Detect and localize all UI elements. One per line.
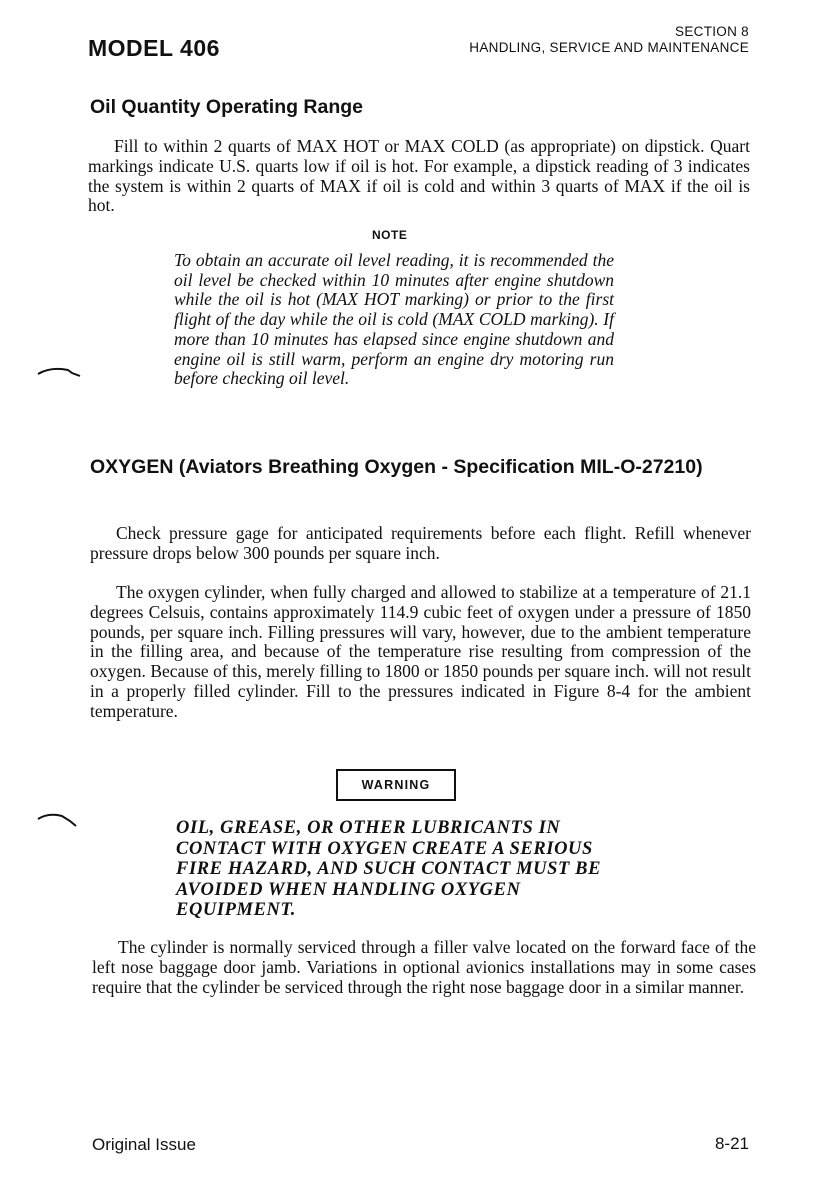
oil-paragraph: Fill to within 2 quarts of MAX HOT or MAX COLD (as appropriate) on dipstick. Quart markings indicate U.S. quarts low if oil is hot. For example, a dipstick reading of 3 indicates the system is within 2 quarts of MAX if oil is cold and within 3 quarts of MAX if the oil is hot. — [88, 136, 750, 216]
revision-mark-icon — [36, 810, 86, 832]
footer-issue: Original Issue — [92, 1135, 196, 1154]
oxygen-paragraph-1: Check pressure gage for anticipated requirements before each flight. Refill whenever pressure drops below 300 pounds per square inch. — [90, 523, 751, 563]
oil-heading: Oil Quantity Operating Range — [90, 96, 364, 118]
model-title: MODEL 406 — [88, 35, 220, 61]
oxygen-paragraph-2: The oxygen cylinder, when fully charged and allowed to stabilize at a temperature of 21.1 degrees Celsuis, contains approximately 114.9 cubic feet of oxygen under a pressure of 1850 pounds, per square inch. Filling pressures will vary, however, due to the ambient temperature in the filling area, and because of the temperature rise resulting from compression of the oxygen. Because of this, merely filling to 1800 or 1850 pounds per square inch. will not result in a properly filled cylinder. Fill to the pressures indicated in Figure 8-4 for the ambient temperature. — [90, 582, 751, 721]
revision-mark-icon — [36, 364, 86, 384]
note-label: NOTE — [372, 228, 408, 242]
section-header — [469, 24, 749, 56]
section-number: SECTION 8 — [675, 24, 749, 39]
warning-text: OIL, GREASE, OR OTHER LUBRICANTS IN CONTACT WITH OXYGEN CREATE A SERIOUS FIRE HAZARD, AND SUCH CONTACT MUST BE AVOIDED WHEN HANDLING OXYGEN EQUIPMENT. — [176, 818, 602, 921]
section-title: HANDLING, SERVICE AND MAINTENANCE — [469, 40, 749, 55]
note-text: To obtain an accurate oil level reading, it is recommended the oil level be checked within 10 minutes after engine shutdown while the oil is hot (MAX HOT marking) or prior to the first flight of the day while the oil is cold (MAX COLD marking). If more than 10 minutes has elapsed since engine shutdown and engine oil is still warm, perform an engine dry motoring run before checking oil level. — [174, 250, 614, 389]
oxygen-heading: OXYGEN (Aviators Breathing Oxygen - Specification MIL-O-27210) — [90, 456, 703, 478]
page-number: 8-21 — [714, 1134, 749, 1153]
warning-label: WARNING — [336, 769, 456, 801]
oxygen-paragraph-3: The cylinder is normally serviced through a filler valve located on the forward face of the left nose baggage door jamb. Variations in optional avionics installations may in some cases require that the cylinder be serviced through the right nose baggage door in a similar manner. — [92, 937, 756, 997]
